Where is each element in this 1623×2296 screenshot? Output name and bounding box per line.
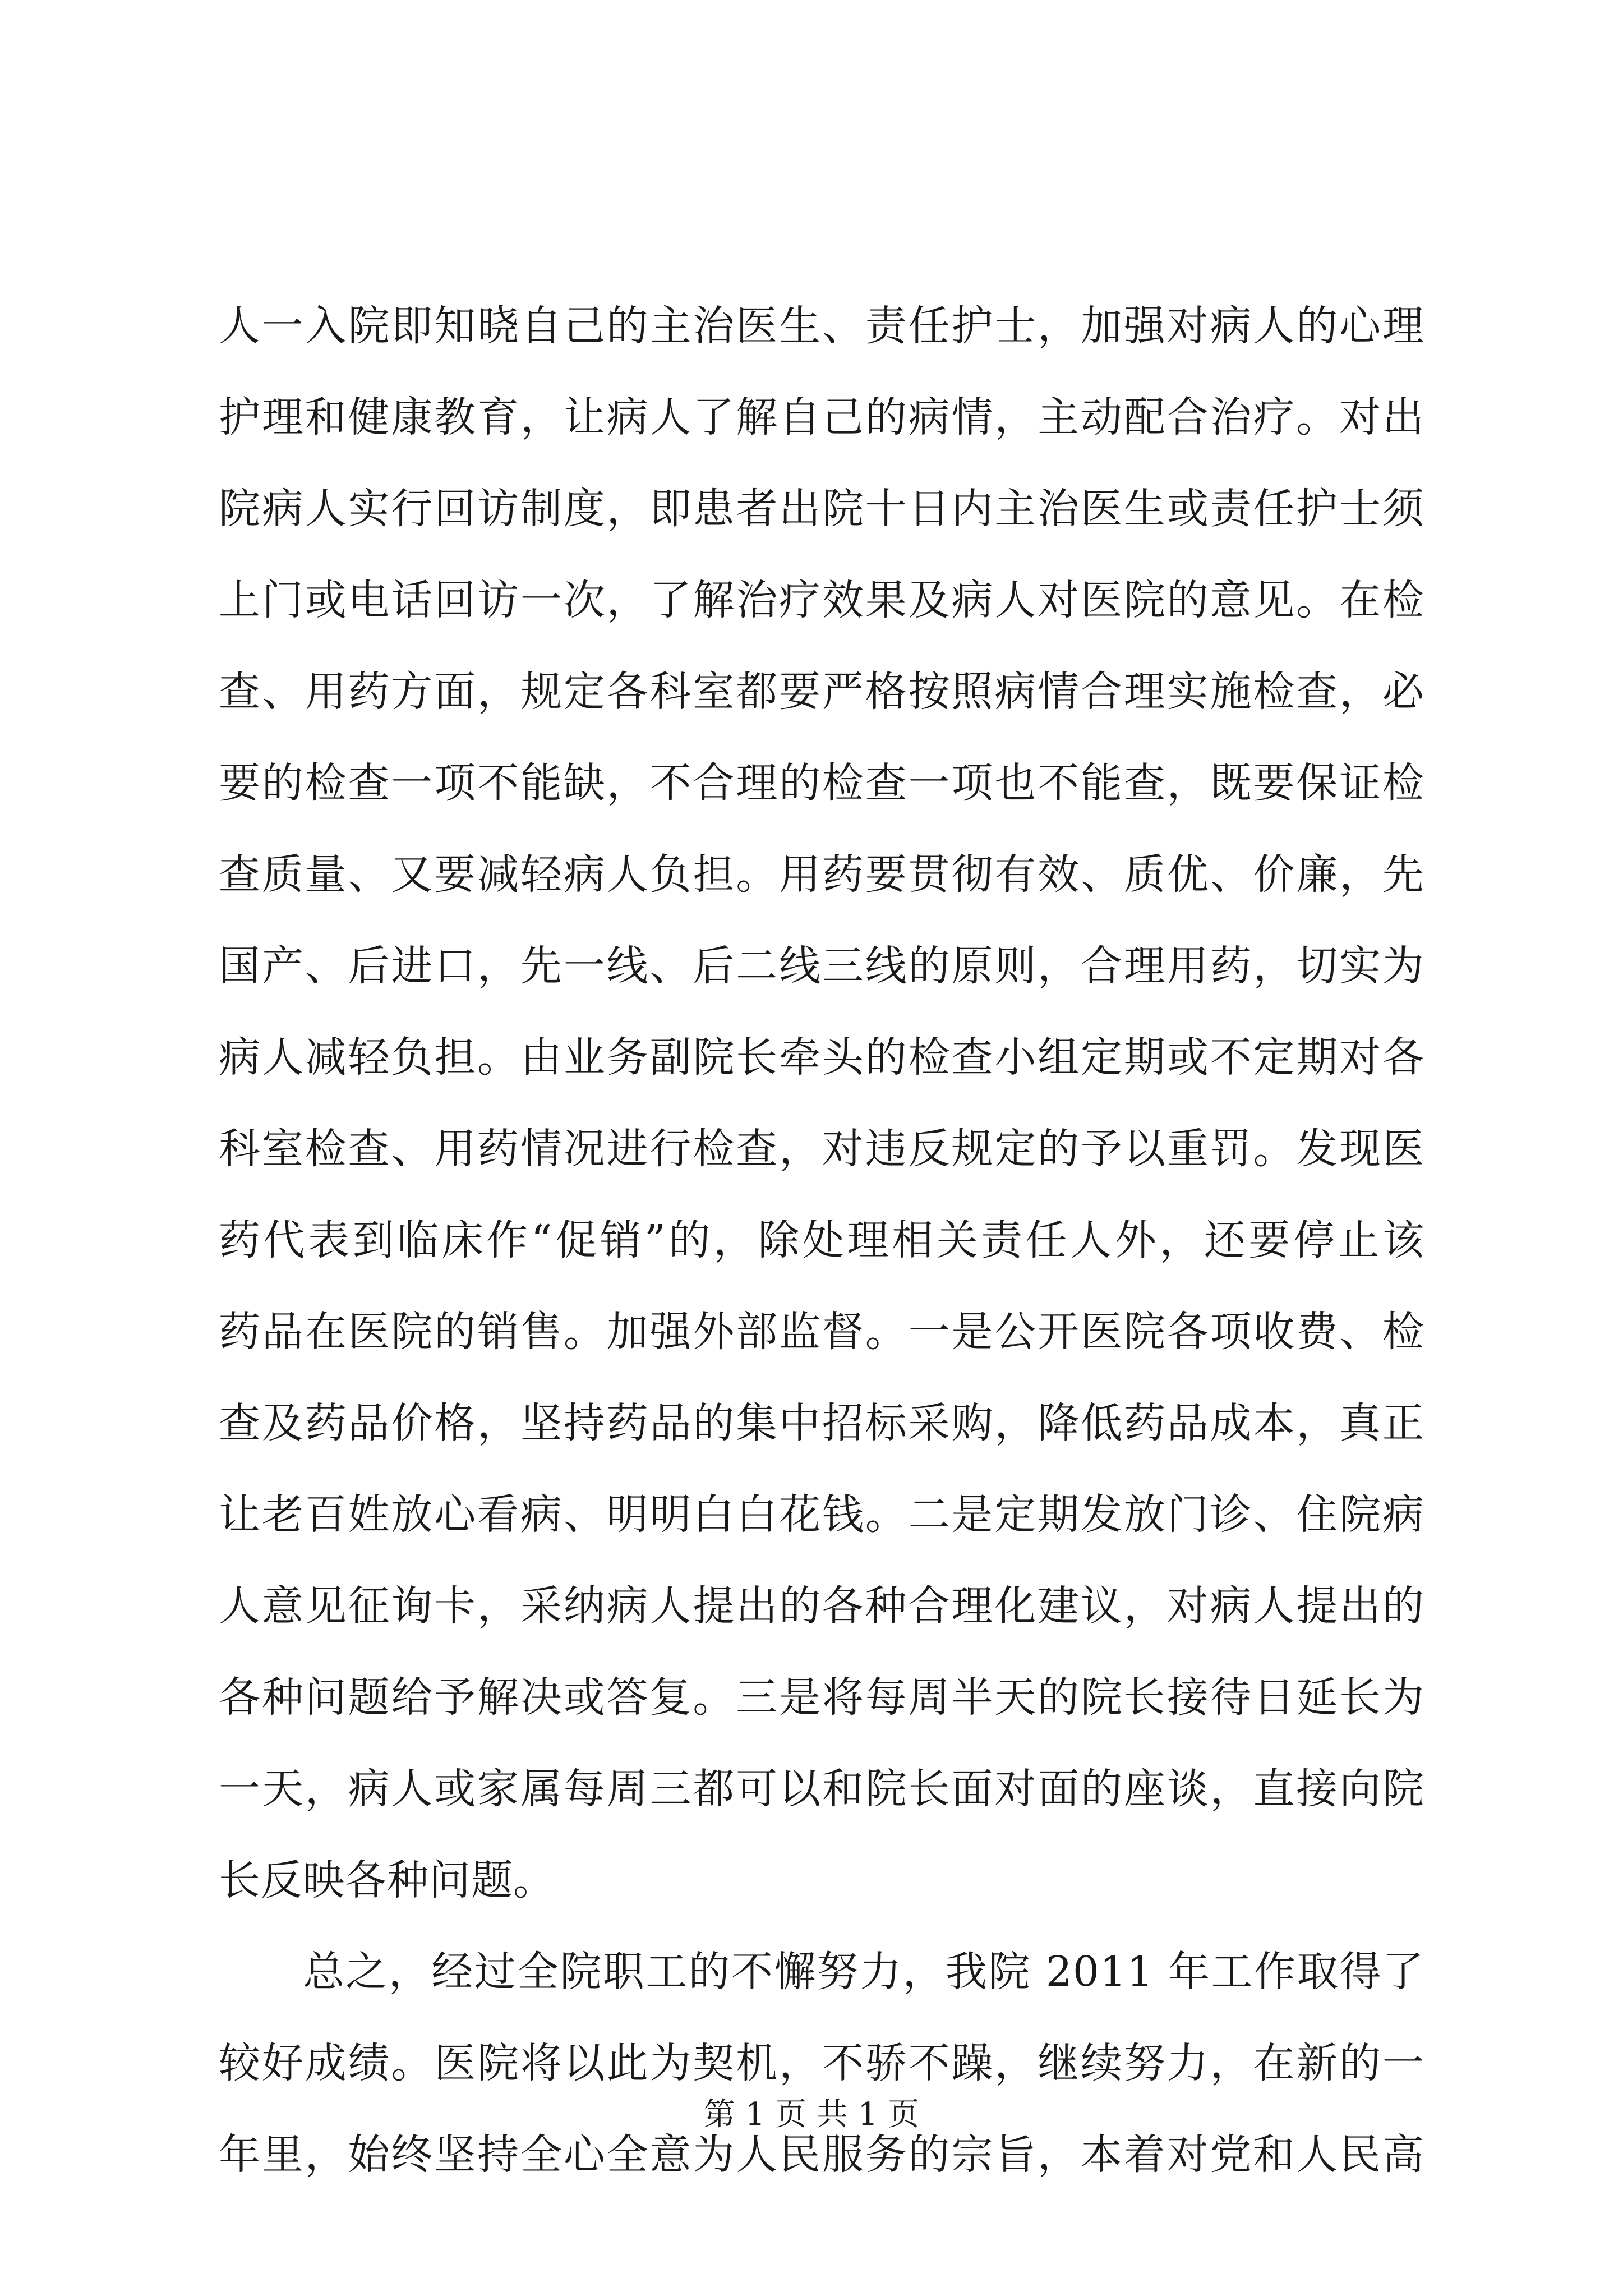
- text-line: 病人减轻负担。由业务副院长牵头的检查小组定期或不定期对各: [219, 1033, 1424, 1082]
- text-line: 院病人实行回访制度，即患者出院十日内主治医生或责任护士须: [219, 485, 1424, 533]
- text-line: 查质量、又要减轻病人负担。用药要贯彻有效、质优、价廉，先: [219, 850, 1424, 899]
- text-line: 药代表到临床作“促销”的，除处理相关责任人外，还要停止该: [219, 1216, 1424, 1264]
- text-line: 各种问题给予解决或答复。三是将每周半天的院长接待日延长为: [219, 1673, 1424, 1722]
- page-footer: [0, 2095, 1623, 2134]
- text-line: 上门或电话回访一次，了解治疗效果及病人对医院的意见。在检: [219, 576, 1424, 624]
- text-line: 查及药品价格，坚持药品的集中招标采购，降低药品成本，真正: [219, 1399, 1424, 1447]
- text-line: 药品在医院的销售。加强外部监督。一是公开医院各项收费、检: [219, 1308, 1424, 1356]
- text-line: 较好成绩。医院将以此为契机，不骄不躁，继续努力，在新的一: [219, 2039, 1424, 2087]
- text-line: 长反映各种问题。: [219, 1856, 555, 1904]
- text-line: 要的检查一项不能缺，不合理的检查一项也不能查，既要保证检: [219, 759, 1424, 807]
- text-line: 护理和健康教育，让病人了解自己的病情，主动配合治疗。对出: [219, 393, 1424, 441]
- text-line: 人意见征询卡，采纳病人提出的各种合理化建议，对病人提出的: [219, 1582, 1424, 1630]
- text-line: 让老百姓放心看病、明明白白花钱。二是定期发放门诊、住院病: [219, 1490, 1424, 1539]
- page-number-label: 第 1 页 共 1 页: [703, 2096, 920, 2133]
- text-line: 科室检查、用药情况进行检查，对违反规定的予以重罚。发现医: [219, 1125, 1424, 1173]
- body-text: [219, 280, 1424, 2201]
- paragraph-2: [219, 1926, 1424, 2201]
- text-line: 人一入院即知晓自己的主治医生、责任护士，加强对病人的心理: [219, 302, 1424, 350]
- paragraph-1: [219, 280, 1424, 1926]
- text-line: 总之，经过全院职工的不懈努力，我院 2011 年工作取得了: [303, 1948, 1424, 1996]
- text-line: 年里，始终坚持全心全意为人民服务的宗旨，本着对党和人民高: [219, 2131, 1424, 2179]
- text-line: 查、用药方面，规定各科室都要严格按照病情合理实施检查，必: [219, 668, 1424, 716]
- text-line: 国产、后进口，先一线、后二线三线的原则，合理用药，切实为: [219, 942, 1424, 990]
- text-line: 一天，病人或家属每周三都可以和院长面对面的座谈，直接向院: [219, 1765, 1424, 1813]
